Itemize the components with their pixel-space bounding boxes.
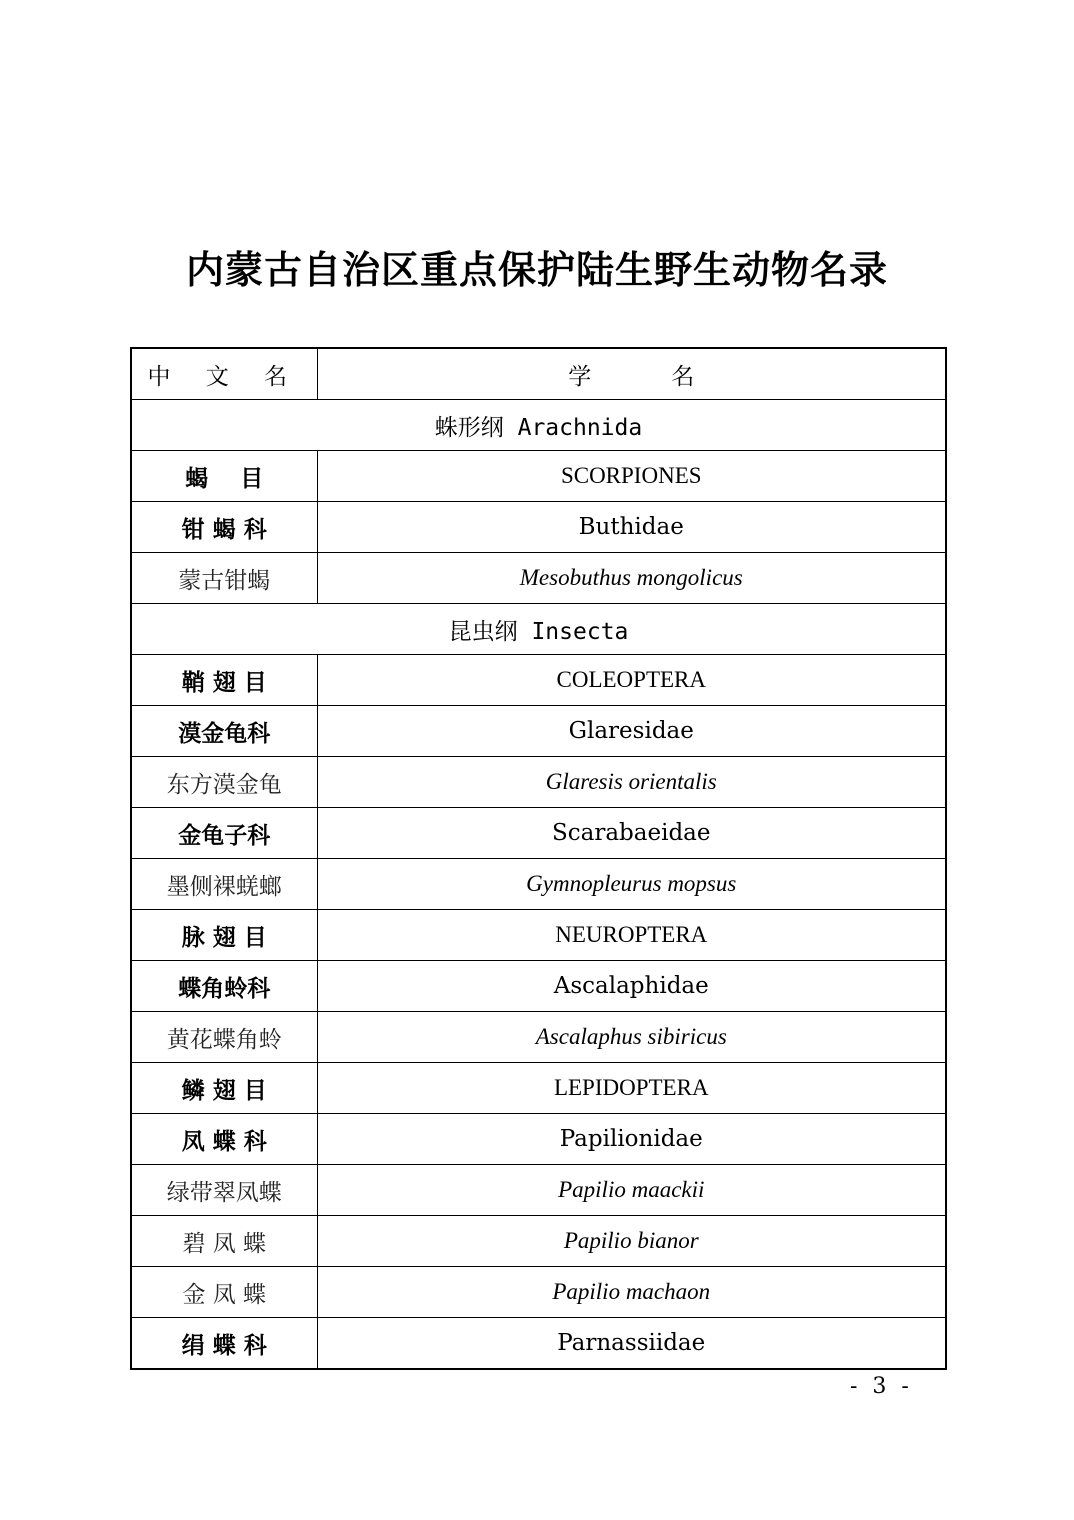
species-chinese-name: 黄花蝶角蛉 <box>131 1012 317 1063</box>
order-chinese-name: 脉 翅 目 <box>131 910 317 961</box>
order-row <box>131 451 946 502</box>
family-chinese-name: 金龟子科 <box>131 808 317 859</box>
family-row <box>131 961 946 1012</box>
order-scientific-name: COLEOPTERA <box>317 655 946 706</box>
species-chinese-name: 碧 凤 蝶 <box>131 1216 317 1267</box>
family-chinese-name: 钳 蝎 科 <box>131 502 317 553</box>
family-scientific-name: Papilionidae <box>317 1114 946 1165</box>
order-chinese-name: 蝎 目 <box>131 451 317 502</box>
species-chinese-name: 绿带翠凤蝶 <box>131 1165 317 1216</box>
family-chinese-name: 蝶角蛉科 <box>131 961 317 1012</box>
order-scientific-name: NEUROPTERA <box>317 910 946 961</box>
family-scientific-name: Glaresidae <box>317 706 946 757</box>
species-scientific-name: Ascalaphus sibiricus <box>317 1012 946 1063</box>
header-sci-left: 学 <box>568 363 592 390</box>
species-scientific-name: Papilio maackii <box>317 1165 946 1216</box>
order-row <box>131 655 946 706</box>
family-chinese-name: 绢 蝶 科 <box>131 1318 317 1370</box>
header-sci-right: 名 <box>671 363 695 390</box>
species-row <box>131 1216 946 1267</box>
species-row <box>131 553 946 604</box>
header-chinese-name: 中 文 名 <box>131 348 317 400</box>
family-scientific-name: Scarabaeidae <box>317 808 946 859</box>
family-scientific-name: Buthidae <box>317 502 946 553</box>
order-chinese-name: 鳞 翅 目 <box>131 1063 317 1114</box>
class-name: 昆虫纲 Insecta <box>131 604 946 655</box>
species-row <box>131 859 946 910</box>
species-scientific-name: Papilio bianor <box>317 1216 946 1267</box>
family-chinese-name: 凤 蝶 科 <box>131 1114 317 1165</box>
table-header-row <box>131 348 946 400</box>
page-number: - 3 - <box>850 1374 913 1399</box>
order-scientific-name: SCORPIONES <box>317 451 946 502</box>
order-chinese-name: 鞘 翅 目 <box>131 655 317 706</box>
document-title: 内蒙古自治区重点保护陆生野生动物名录 <box>185 247 888 292</box>
order-row <box>131 1063 946 1114</box>
order-scientific-name: LEPIDOPTERA <box>317 1063 946 1114</box>
class-row <box>131 604 946 655</box>
family-row <box>131 706 946 757</box>
species-row <box>131 757 946 808</box>
species-chinese-name: 东方漠金龟 <box>131 757 317 808</box>
species-scientific-name: Glaresis orientalis <box>317 757 946 808</box>
order-row <box>131 910 946 961</box>
family-chinese-name: 漠金龟科 <box>131 706 317 757</box>
species-chinese-name: 墨侧裸蜣螂 <box>131 859 317 910</box>
family-row <box>131 1318 946 1370</box>
family-row <box>131 1114 946 1165</box>
species-scientific-name: Papilio machaon <box>317 1267 946 1318</box>
species-row <box>131 1165 946 1216</box>
class-name: 蛛形纲 Arachnida <box>131 400 946 451</box>
species-chinese-name: 蒙古钳蝎 <box>131 553 317 604</box>
species-chinese-name: 金 凤 蝶 <box>131 1267 317 1318</box>
family-scientific-name: Ascalaphidae <box>317 961 946 1012</box>
family-scientific-name: Parnassiidae <box>317 1318 946 1370</box>
species-table <box>130 347 947 1370</box>
family-row <box>131 502 946 553</box>
family-row <box>131 808 946 859</box>
table-body <box>131 348 946 1369</box>
species-scientific-name: Mesobuthus mongolicus <box>317 553 946 604</box>
species-row <box>131 1012 946 1063</box>
header-scientific-name <box>317 348 946 400</box>
species-row <box>131 1267 946 1318</box>
species-scientific-name: Gymnopleurus mopsus <box>317 859 946 910</box>
class-row <box>131 400 946 451</box>
